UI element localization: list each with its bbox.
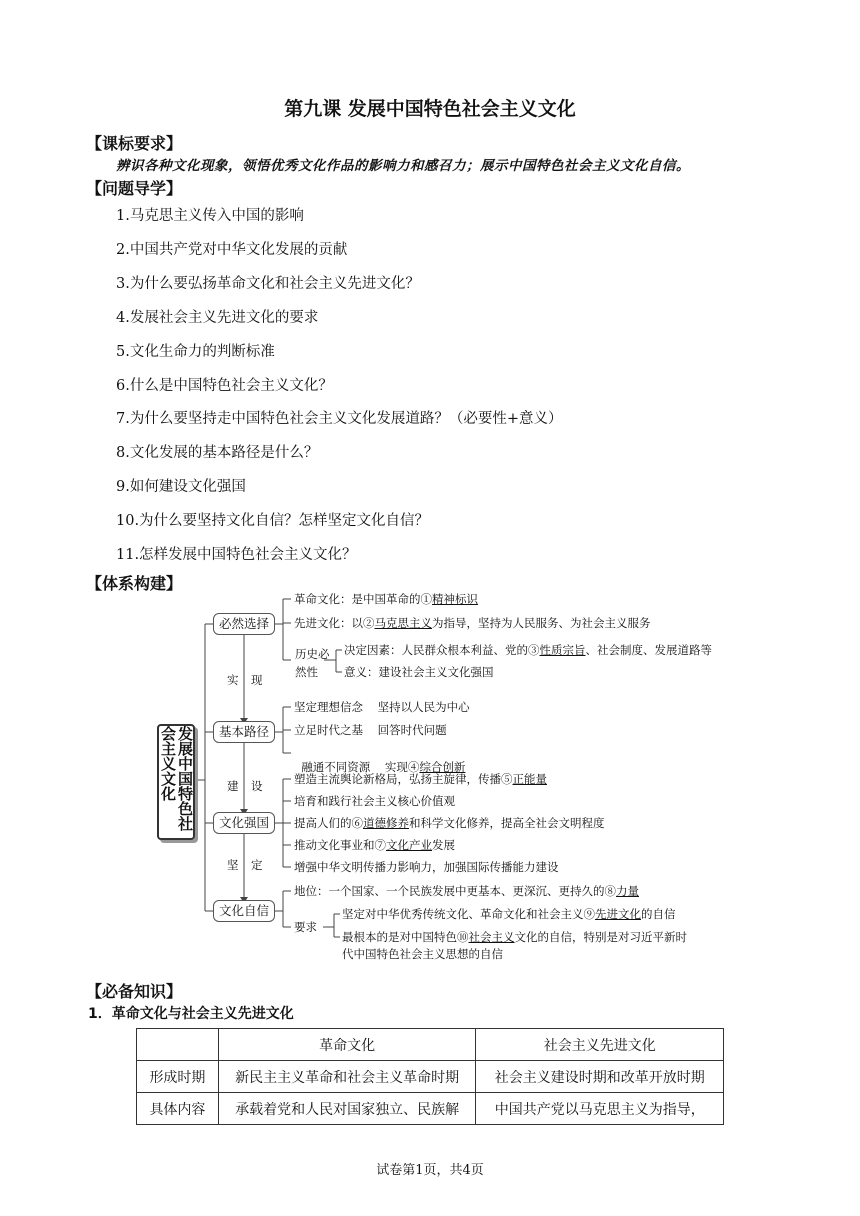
detail-lishi: 历史必 然性	[295, 647, 330, 679]
answer-7: 文化产业	[386, 838, 432, 852]
connector-char: 坚	[227, 858, 239, 872]
answer-3: 性质宗旨	[539, 643, 586, 657]
connector-char: 建	[227, 779, 239, 793]
table-header-cell: 社会主义先进文化	[476, 1029, 724, 1061]
comparison-table	[136, 1028, 724, 1125]
detail-qiangguo-4: 推动文化事业和⑦文化产业发展	[294, 838, 455, 852]
page-title: 第九课 发展中国特色社会主义文化	[284, 98, 576, 120]
connector-char: 定	[251, 858, 263, 872]
detail-zixin-r1: 坚定对中华优秀传统文化、革命文化和社会主义⑨先进文化的自信	[342, 907, 676, 921]
section-kebiao-heading: 【课标要求】	[86, 134, 183, 153]
question-item: 2.中国共产党对中华文化发展的贡献	[116, 242, 348, 258]
answer-4: 综合创新	[419, 760, 466, 774]
answer-5: 正能量	[512, 772, 547, 786]
table-cell: 社会主义建设时期和改革开放时期	[476, 1061, 724, 1093]
table-row	[137, 1061, 724, 1093]
table-row	[137, 1093, 724, 1125]
detail-qiangguo-1: 塑造主流舆论新格局，弘扬主旋律，传播⑤正能量	[294, 772, 547, 786]
question-item: 4.发展社会主义先进文化的要求	[116, 310, 319, 326]
section-bibei-heading: 【必备知识】	[86, 982, 183, 1001]
answer-6: 道德修养	[363, 816, 409, 830]
section-wenti-heading: 【问题导学】	[86, 179, 183, 198]
detail-geming: 革命文化：是中国革命的①精神标识	[294, 592, 478, 606]
branch-box-qiangguo: 文化强国	[213, 812, 275, 834]
detail-xianjin: 先进文化：以②马克思主义为指导，坚持为人民服务、为社会主义服务	[294, 616, 651, 630]
table-cell: 具体内容	[137, 1093, 219, 1125]
question-item: 9.如何建设文化强国	[116, 479, 246, 495]
question-item: 6.什么是中国特色社会主义文化？	[116, 378, 333, 394]
detail-lujing-1: 坚定理想信念 坚持以人民为中心	[294, 700, 470, 714]
detail-qiangguo-5: 增强中华文明传播力影响力，加强国际传播能力建设	[294, 860, 559, 874]
connector-char: 现	[251, 673, 263, 687]
question-item: 1.马克思主义传入中国的影响	[116, 208, 304, 224]
question-item: 7.为什么要坚持走中国特色社会主义文化发展道路？（必要性+意义）	[116, 411, 563, 427]
detail-zixin-yaoqiu: 要求	[294, 920, 317, 934]
table-header-row	[137, 1029, 724, 1061]
detail-qiangguo-3: 提高人们的⑥道德修养和科学文化修养，提高全社会文明程度	[294, 816, 605, 830]
detail-qiangguo-2: 培育和践行社会主义核心价值观	[294, 794, 455, 808]
answer-9: 先进文化	[595, 907, 641, 921]
answer-8: 力量	[616, 884, 639, 898]
table-header-cell	[137, 1029, 219, 1061]
detail-zixin-diwei: 地位：一个国家、一个民族发展中更基本、更深沉、更持久的⑧力量	[294, 884, 639, 898]
table-cell: 承载着党和人民对国家独立、民族解	[218, 1093, 476, 1125]
question-item: 5.文化生命力的判断标准	[116, 344, 275, 360]
answer-2: 马克思主义	[374, 616, 432, 630]
table-cell: 中国共产党以马克思主义为指导，	[476, 1093, 724, 1125]
table-cell: 形成时期	[137, 1061, 219, 1093]
detail-zixin-r2: 最根本的是对中国特色⑩社会主义文化的自信，特别是对习近平新时	[342, 930, 687, 944]
detail-yiyi: 意义：建设社会主义文化强国	[344, 665, 494, 679]
answer-1: 精神标识	[432, 592, 478, 606]
page-footer: 试卷第1页，共4页	[376, 1163, 484, 1178]
question-item: 8.文化发展的基本路径是什么？	[116, 445, 319, 461]
branch-box-zixin: 文化自信	[213, 900, 275, 922]
table-cell: 新民主主义革命和社会主义革命时期	[218, 1061, 476, 1093]
question-item: 11.怎样发展中国特色社会主义文化？	[116, 547, 357, 563]
branch-box-biran: 必然选择	[213, 613, 275, 635]
question-item: 3.为什么要弘扬革命文化和社会主义先进文化？	[116, 276, 420, 292]
knowledge-heading: 1．革命文化与社会主义先进文化	[88, 1006, 294, 1022]
curriculum-requirement: 辨识各种文化现象，领悟优秀文化作品的影响力和感召力；展示中国特色社会主义文化自信。	[116, 158, 690, 174]
detail-jueding: 决定因素：人民群众根本利益、党的③性质宗旨、社会制度、发展道路等	[344, 643, 712, 657]
branch-box-lujing: 基本路径	[213, 721, 275, 743]
detail-zixin-r2-cont: 代中国特色社会主义思想的自信	[342, 947, 503, 961]
question-item: 10.为什么要坚持文化自信？怎样坚定文化自信？	[116, 513, 430, 529]
detail-lujing-3: 融通不同资源 实现④综合创新	[301, 760, 466, 774]
section-tixi-heading: 【体系构建】	[86, 574, 183, 593]
table-header-cell: 革命文化	[218, 1029, 476, 1061]
connector-char: 实	[227, 673, 239, 687]
connector-char: 设	[251, 779, 263, 793]
detail-lujing-2: 立足时代之基 回答时代问题	[294, 723, 447, 737]
answer-10: 社会主义	[468, 930, 515, 944]
mind-map-root: 发展中国特色社会主义文化	[157, 724, 195, 840]
